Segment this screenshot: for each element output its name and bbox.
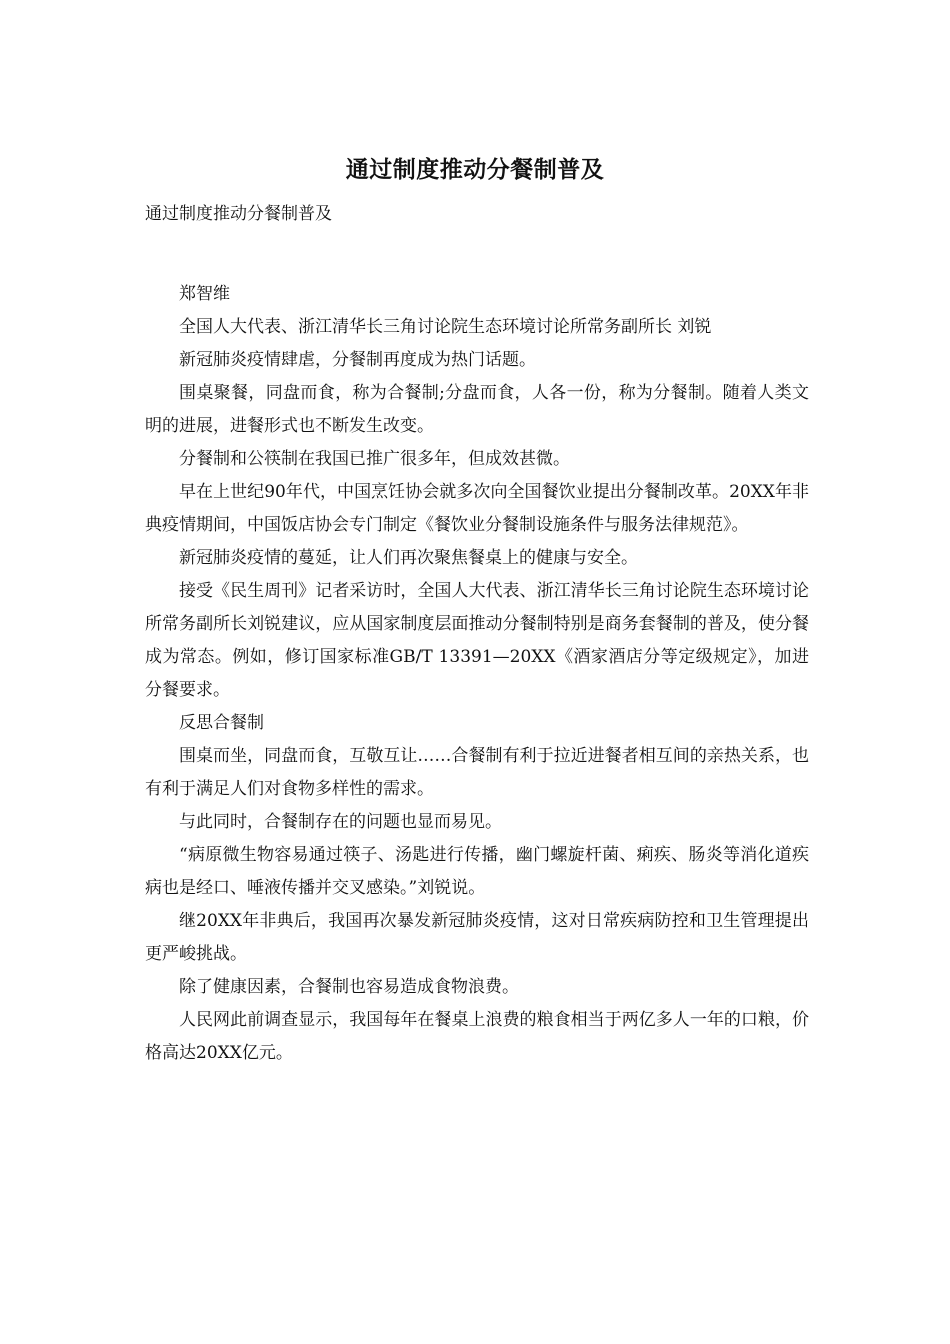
paragraph: 与此同时，合餐制存在的问题也显而易见。: [179, 812, 502, 832]
paragraph: 继20XX年非典后，我国再次暴发新冠肺炎疫情，这对日常疾病防控和卫生管理提出更严峻挑战。: [145, 911, 809, 964]
document-body: [145, 198, 809, 1070]
author-affiliation: 全国人大代表、浙江清华长三角讨论院生态环境讨论所常务副所长 刘锐: [179, 317, 712, 337]
author-name: 郑智维: [179, 284, 230, 304]
paragraph: 早在上世纪90年代，中国烹饪协会就多次向全国餐饮业提出分餐制改革。20XX年非典疫情期间，中国饭店协会专门制定《餐饮业分餐制设施条件与服务法律规范》。: [145, 482, 809, 535]
paragraph: 新冠肺炎疫情肆虐，分餐制再度成为热门话题。: [179, 350, 536, 370]
blank-line: [145, 231, 809, 278]
paragraph: 新冠肺炎疫情的蔓延，让人们再次聚焦餐桌上的健康与安全。: [179, 548, 638, 568]
paragraph: 人民网此前调查显示，我国每年在餐桌上浪费的粮食相当于两亿多人一年的口粮，价格高达20XX亿元。: [145, 1010, 809, 1063]
paragraph: 围桌聚餐，同盘而食，称为合餐制;分盘而食，人各一份，称为分餐制。随着人类文明的进展，进餐形式也不断发生改变。: [145, 383, 809, 436]
section-heading: 反思合餐制: [179, 713, 264, 733]
paragraph: 除了健康因素，合餐制也容易造成食物浪费。: [179, 977, 519, 997]
document-subtitle: 通过制度推动分餐制普及: [145, 204, 332, 224]
paragraph: 围桌而坐，同盘而食，互敬互让……合餐制有利于拉近进餐者相互间的亲热关系，也有利于满足人们对食物多样性的需求。: [145, 746, 809, 799]
quote-paragraph: “病原微生物容易通过筷子、汤匙进行传播，幽门螺旋杆菌、痢疾、肠炎等消化道疾病也是经口、唾液传播并交叉感染。”刘锐说。: [145, 845, 809, 898]
paragraph: 分餐制和公筷制在我国已推广很多年，但成效甚微。: [179, 449, 570, 469]
paragraph: 接受《民生周刊》记者采访时，全国人大代表、浙江清华长三角讨论院生态环境讨论所常务副所长刘锐建议，应从国家制度层面推动分餐制特别是商务套餐制的普及，使分餐成为常态。例如，修订国家标准GB/T 13391—20XX《酒家酒店分等定级规定》，加进分餐要求。: [145, 581, 809, 700]
document-title: 通过制度推动分餐制普及: [345, 156, 605, 183]
